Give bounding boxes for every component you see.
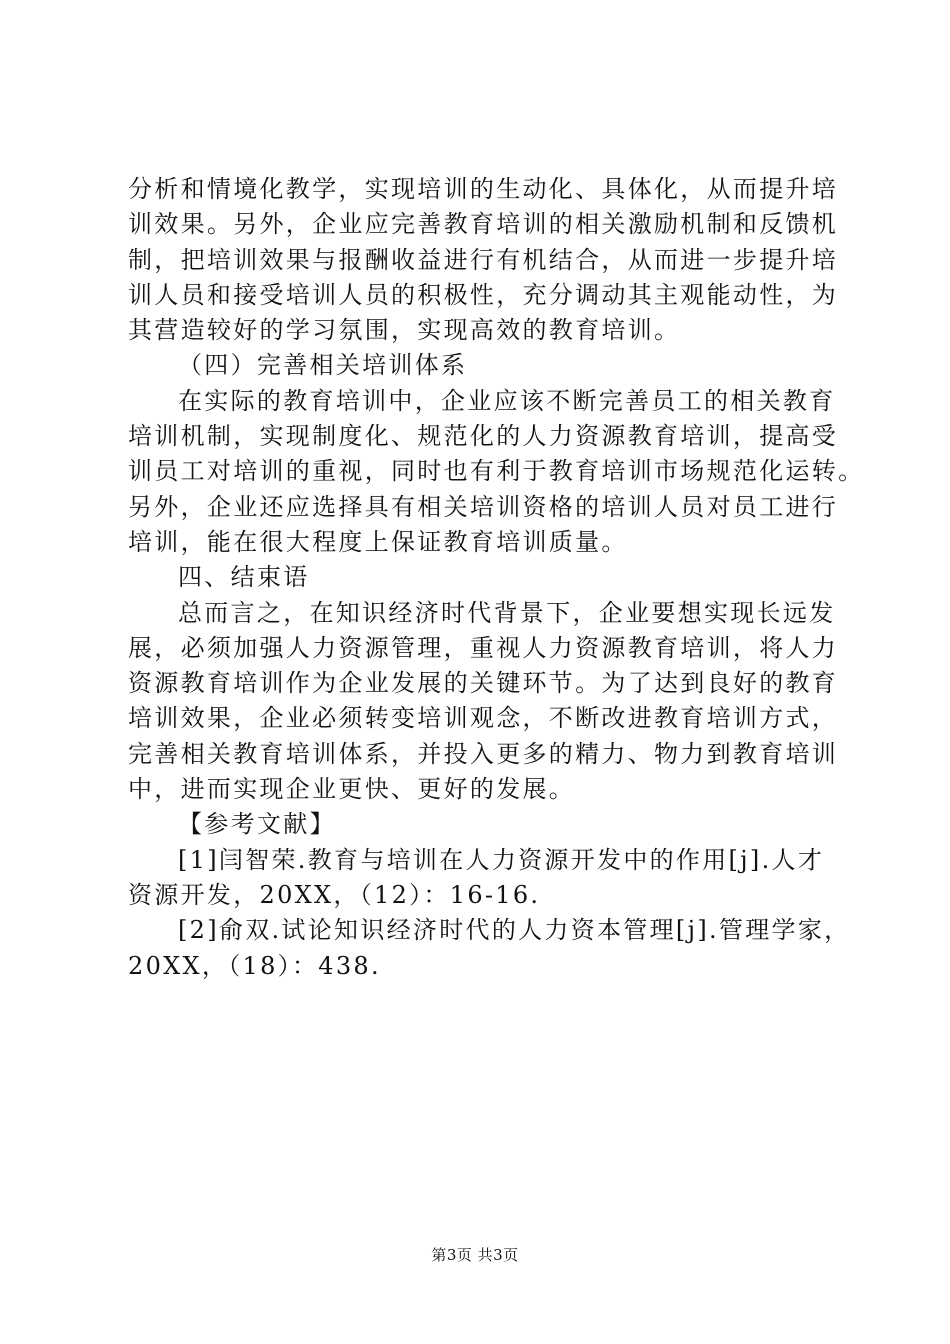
reference-item: [2]俞双.试论知识经济时代的人力资本管理[j].管理学家， xyxy=(178,916,851,945)
text-line: 培训机制，实现制度化、规范化的人力资源教育培训，提高受 xyxy=(128,422,839,451)
section-heading: 四、结束语 xyxy=(178,563,310,592)
text-line: 训效果。另外，企业应完善教育培训的相关激励机制和反馈机 xyxy=(128,210,839,239)
text-line: 制，把培训效果与报酬收益进行有机结合，从而进一步提升培 xyxy=(128,245,839,274)
references-heading: 【参考文献】 xyxy=(178,810,336,839)
document-body xyxy=(128,172,865,984)
reference-continuation: 资源开发，20XX，（12）：16-16. xyxy=(128,880,541,909)
text-line: 培训，能在很大程度上保证教育培训质量。 xyxy=(128,527,628,556)
text-line: 训人员和接受培训人员的积极性，充分调动其主观能动性，为 xyxy=(128,280,839,309)
text-line: 其营造较好的学习氛围，实现高效的教育培训。 xyxy=(128,316,681,345)
reference-continuation: 20XX，（18）：438. xyxy=(128,951,381,980)
text-line: 另外，企业还应选择具有相关培训资格的培训人员对员工进行 xyxy=(128,492,839,521)
text-line: 资源教育培训作为企业发展的关键环节。为了达到良好的教育 xyxy=(128,669,839,698)
page-number-footer: 第3页 共3页 xyxy=(431,1246,519,1264)
text-line: 中，进而实现企业更快、更好的发展。 xyxy=(128,775,576,804)
text-line: 完善相关教育培训体系，并投入更多的精力、物力到教育培训 xyxy=(128,739,839,768)
text-line: 展，必须加强人力资源管理，重视人力资源教育培训，将人力 xyxy=(128,633,839,662)
section-heading: （四）完善相关培训体系 xyxy=(178,351,468,380)
reference-item: [1]闫智荣.教育与培训在人力资源开发中的作用[j].人才 xyxy=(178,845,825,874)
text-line: 培训效果，企业必须转变培训观念，不断改进教育培训方式， xyxy=(128,704,839,733)
text-line: 训员工对培训的重视，同时也有利于教育培训市场规范化运转。 xyxy=(128,457,865,486)
paragraph-start: 在实际的教育培训中，企业应该不断完善员工的相关教育 xyxy=(178,386,836,415)
text-line: 分析和情境化教学，实现培训的生动化、具体化，从而提升培 xyxy=(128,175,839,203)
paragraph-start: 总而言之，在知识经济时代背景下，企业要想实现长远发 xyxy=(178,598,836,627)
